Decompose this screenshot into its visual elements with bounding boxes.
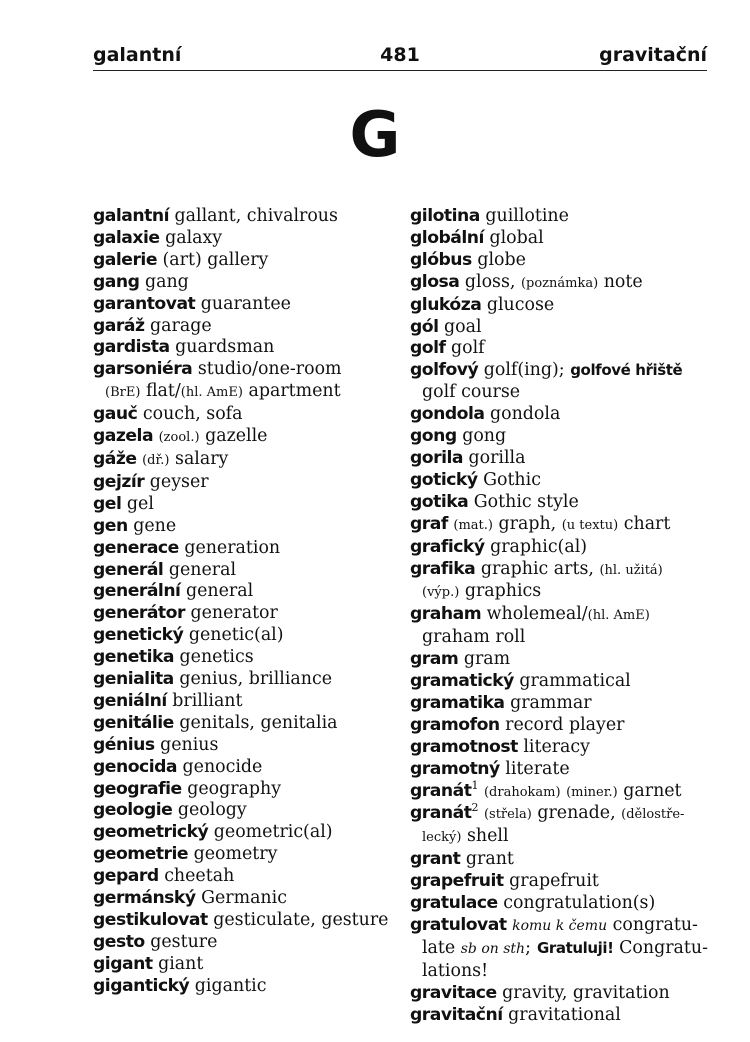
entry-continuation bbox=[93, 381, 393, 404]
dictionary-entry bbox=[410, 404, 710, 426]
translation: garnet bbox=[623, 780, 682, 801]
translation: genius bbox=[160, 734, 219, 755]
dictionary-entry bbox=[410, 206, 710, 228]
translation: grant bbox=[465, 849, 514, 870]
headword: galerie bbox=[93, 249, 157, 270]
headword: genialita bbox=[93, 669, 174, 690]
translation: giant bbox=[158, 953, 204, 974]
dictionary-entry bbox=[93, 669, 393, 691]
headword: gratulovat bbox=[410, 915, 507, 935]
headword: gazela bbox=[93, 426, 154, 447]
headword: gramatika bbox=[410, 692, 505, 713]
dictionary-entry bbox=[93, 822, 393, 844]
header-first-word: galantní bbox=[93, 44, 182, 66]
dictionary-entry bbox=[93, 538, 393, 560]
dictionary-entry bbox=[410, 426, 710, 448]
dictionary-entry bbox=[93, 228, 393, 250]
headword: geometrický bbox=[93, 822, 209, 843]
dictionary-entry bbox=[93, 735, 393, 757]
headword: galantní bbox=[93, 206, 169, 226]
headword: gáže bbox=[93, 448, 137, 469]
translation: genetic(al) bbox=[188, 625, 284, 646]
headword: granát bbox=[410, 803, 472, 824]
usage-label: (hl. AmE) bbox=[587, 608, 650, 624]
dictionary-entry bbox=[93, 910, 393, 932]
translation: geyser bbox=[149, 471, 209, 492]
dictionary-entry bbox=[93, 581, 393, 603]
headword: gang bbox=[93, 271, 140, 292]
dictionary-entry bbox=[93, 713, 393, 735]
headword: gesto bbox=[93, 931, 145, 952]
usage-label: (miner.) bbox=[566, 784, 618, 800]
translation: grapefruit bbox=[509, 871, 599, 892]
dictionary-entry bbox=[93, 954, 393, 976]
headword: gravitační bbox=[410, 1004, 503, 1025]
headword: glóbus bbox=[410, 249, 472, 270]
headword: galaxie bbox=[93, 227, 160, 248]
sub-headword: golfové hřiště bbox=[570, 361, 683, 380]
translation: graphics bbox=[464, 581, 542, 602]
translation: gorilla bbox=[468, 447, 526, 468]
translation: global bbox=[489, 227, 544, 248]
translation: brilliant bbox=[172, 690, 243, 711]
headword: genocida bbox=[93, 756, 177, 777]
translation: gel bbox=[126, 493, 154, 514]
dictionary-entry bbox=[93, 888, 393, 910]
dictionary-entry bbox=[93, 206, 393, 228]
headword: gram bbox=[410, 649, 459, 670]
usage-label: (mat.) bbox=[453, 517, 493, 533]
headword: generátor bbox=[93, 603, 185, 624]
dictionary-entry bbox=[93, 294, 393, 316]
headword: grafika bbox=[410, 558, 476, 579]
entry-continuation bbox=[410, 627, 710, 649]
translation: genius, brilliance bbox=[179, 669, 332, 690]
translation: congratulation(s) bbox=[503, 893, 656, 914]
page-number: 481 bbox=[380, 44, 420, 66]
headword: graf bbox=[410, 513, 448, 534]
headword: geometrie bbox=[93, 844, 189, 865]
translation: generator bbox=[190, 603, 278, 624]
translation: couch, sofa bbox=[142, 404, 243, 425]
usage-label: (výp.) bbox=[422, 585, 460, 601]
dictionary-entry bbox=[410, 228, 710, 250]
header-last-word: gravitační bbox=[599, 44, 707, 66]
translation: lations! bbox=[422, 960, 489, 981]
dictionary-entry bbox=[410, 360, 710, 382]
headword: generál bbox=[93, 559, 164, 580]
translation: guillotine bbox=[485, 206, 569, 226]
dictionary-entry bbox=[93, 337, 393, 359]
translation: apartment bbox=[248, 381, 341, 402]
dictionary-entry bbox=[93, 800, 393, 822]
dictionary-entry bbox=[410, 671, 710, 693]
translation: gram bbox=[463, 649, 511, 670]
translation: flat/ bbox=[145, 381, 181, 402]
headword: gondola bbox=[410, 404, 485, 425]
headword: genetický bbox=[93, 625, 184, 646]
dictionary-entry bbox=[93, 472, 393, 494]
headword: gramotný bbox=[410, 758, 500, 779]
translation: general bbox=[168, 559, 237, 580]
headword: gramotnost bbox=[410, 736, 518, 757]
usage-label: lecký) bbox=[422, 830, 462, 846]
dictionary-entry bbox=[93, 625, 393, 647]
translation: galaxy bbox=[165, 227, 223, 248]
translation: chart bbox=[623, 513, 671, 534]
translation: gang bbox=[144, 271, 189, 292]
dictionary-entry bbox=[93, 494, 393, 516]
left-column bbox=[93, 206, 393, 998]
translation: golf(ing); bbox=[483, 360, 565, 381]
translation: salary bbox=[175, 448, 229, 469]
headword: gong bbox=[410, 426, 457, 447]
usage-label: (poznámka) bbox=[520, 275, 599, 291]
headword: generace bbox=[93, 537, 179, 558]
translation: gallant, chivalrous bbox=[174, 206, 338, 226]
translation: (art) gallery bbox=[162, 249, 269, 270]
translation: genetics bbox=[179, 647, 254, 668]
headword: garsoniéra bbox=[93, 359, 193, 380]
headword: gotika bbox=[410, 491, 469, 512]
headword: gel bbox=[93, 493, 122, 514]
headword: granát bbox=[410, 780, 472, 801]
dictionary-entry bbox=[410, 514, 710, 537]
translation: gravitational bbox=[508, 1004, 621, 1025]
dictionary-entry bbox=[410, 448, 710, 470]
headword: gauč bbox=[93, 404, 138, 425]
translation: Gothic bbox=[483, 469, 541, 490]
usage-label: (hl. užitá) bbox=[599, 562, 663, 578]
translation: Gothic style bbox=[473, 491, 579, 512]
translation: guarantee bbox=[200, 293, 291, 314]
usage-label: (střela) bbox=[483, 807, 532, 823]
translation: gazelle bbox=[205, 426, 268, 447]
dictionary-entry bbox=[410, 272, 710, 295]
translation: grammar bbox=[510, 692, 592, 713]
dictionary-entry bbox=[410, 871, 710, 893]
dictionary-entry bbox=[410, 559, 710, 582]
translation: literate bbox=[505, 758, 570, 779]
translation: late bbox=[422, 937, 456, 958]
dictionary-entry bbox=[93, 647, 393, 669]
section-letter: G bbox=[349, 98, 401, 171]
headword: golf bbox=[410, 338, 446, 359]
dictionary-entry bbox=[410, 250, 710, 272]
dictionary-entry bbox=[410, 317, 710, 339]
translation: Congratu- bbox=[619, 937, 708, 958]
dictionary-entry bbox=[410, 803, 710, 826]
headword: glosa bbox=[410, 271, 460, 292]
dictionary-entry bbox=[410, 649, 710, 671]
translation: graphic arts, bbox=[480, 558, 594, 579]
translation: gesticulate, gesture bbox=[213, 910, 389, 930]
homonym-number: 1 bbox=[471, 778, 479, 792]
headword: generální bbox=[93, 581, 181, 602]
dictionary-entry bbox=[410, 983, 710, 1005]
usage-label: (zool.) bbox=[158, 430, 200, 446]
translation: garage bbox=[150, 315, 212, 336]
headword: golfový bbox=[410, 360, 479, 381]
headword: gardista bbox=[93, 337, 170, 358]
separator: ; bbox=[525, 937, 531, 958]
headword: grapefruit bbox=[410, 871, 504, 892]
dictionary-entry bbox=[410, 693, 710, 715]
headword: gorila bbox=[410, 447, 463, 468]
translation: graphic(al) bbox=[490, 536, 588, 557]
dictionary-entry bbox=[410, 492, 710, 514]
headword: geologie bbox=[93, 800, 173, 821]
dictionary-entry bbox=[93, 426, 393, 449]
homonym-number: 2 bbox=[471, 801, 479, 815]
translation: gene bbox=[133, 515, 177, 536]
headword: geografie bbox=[93, 778, 182, 799]
translation: golf course bbox=[422, 382, 521, 403]
headword: gramatický bbox=[410, 671, 514, 692]
translation: geometric(al) bbox=[213, 822, 333, 843]
headword: génius bbox=[93, 734, 155, 755]
dictionary-entry bbox=[93, 316, 393, 338]
usage-label: (BrE) bbox=[105, 385, 141, 401]
valency-note: komu k čemu bbox=[512, 918, 608, 934]
usage-label: (u textu) bbox=[561, 517, 619, 533]
headword: germánský bbox=[93, 888, 196, 909]
translation: general bbox=[185, 581, 254, 602]
dictionary-entry bbox=[93, 691, 393, 713]
dictionary-entry bbox=[93, 976, 393, 998]
sub-headword: Gratuluji! bbox=[536, 938, 614, 957]
headword: grant bbox=[410, 849, 461, 870]
dictionary-entry bbox=[410, 759, 710, 781]
translation: geometry bbox=[193, 844, 278, 865]
translation: literacy bbox=[523, 736, 590, 757]
dictionary-entry bbox=[410, 295, 710, 317]
entry-continuation bbox=[410, 961, 710, 983]
dictionary-entry bbox=[410, 604, 710, 627]
dictionary-entry bbox=[93, 844, 393, 866]
valency-note: sb on sth bbox=[460, 940, 526, 957]
headword: graham bbox=[410, 604, 482, 625]
translation: gravity, gravitation bbox=[502, 982, 670, 1003]
translation: wholemeal/ bbox=[486, 604, 588, 625]
entry-continuation bbox=[410, 382, 710, 404]
dictionary-entry bbox=[93, 516, 393, 538]
headword: garantovat bbox=[93, 293, 196, 314]
dictionary-entry bbox=[93, 866, 393, 888]
running-header bbox=[93, 44, 707, 71]
translation: glucose bbox=[486, 294, 555, 315]
translation: record player bbox=[505, 714, 625, 735]
headword: glukóza bbox=[410, 294, 482, 315]
translation: golf bbox=[451, 338, 485, 359]
translation: geography bbox=[187, 778, 282, 799]
headword: genitálie bbox=[93, 712, 174, 733]
dictionary-entry bbox=[410, 737, 710, 759]
dictionary-entry bbox=[93, 250, 393, 272]
headword: gigant bbox=[93, 953, 153, 974]
dictionary-entry bbox=[93, 757, 393, 779]
dictionary-entry bbox=[410, 915, 710, 938]
translation: genitals, genitalia bbox=[179, 712, 338, 733]
dictionary-entry bbox=[410, 470, 710, 492]
translation: graham roll bbox=[422, 627, 526, 648]
translation: gloss, bbox=[464, 271, 516, 292]
translation: gondola bbox=[489, 404, 561, 425]
headword: gepard bbox=[93, 866, 159, 887]
translation: generation bbox=[184, 537, 281, 558]
headword: gilotina bbox=[410, 206, 480, 226]
entry-continuation bbox=[410, 938, 710, 961]
headword: gejzír bbox=[93, 471, 145, 492]
usage-label: (dř.) bbox=[142, 452, 170, 468]
translation: globe bbox=[477, 249, 526, 270]
dictionary-entry bbox=[410, 893, 710, 915]
entry-continuation bbox=[410, 581, 710, 604]
translation: grammatical bbox=[519, 671, 631, 692]
headword: geniální bbox=[93, 690, 167, 711]
dictionary-entry bbox=[410, 1005, 710, 1027]
translation: gigantic bbox=[194, 975, 267, 996]
dictionary-entry bbox=[93, 449, 393, 472]
translation: shell bbox=[466, 826, 509, 847]
headword: gen bbox=[93, 515, 128, 536]
headword: gotický bbox=[410, 469, 478, 490]
dictionary-entry bbox=[410, 338, 710, 360]
headword: gratulace bbox=[410, 893, 498, 914]
headword: gramofon bbox=[410, 714, 500, 735]
translation: gong bbox=[462, 426, 507, 447]
translation: grenade, bbox=[537, 803, 616, 824]
translation: studio/one-room bbox=[197, 359, 342, 380]
dictionary-entry bbox=[410, 778, 710, 804]
translation: geology bbox=[177, 800, 247, 821]
dictionary-entry bbox=[93, 404, 393, 426]
dictionary-entry bbox=[410, 849, 710, 871]
translation: Germanic bbox=[201, 888, 287, 909]
translation: cheetah bbox=[164, 866, 235, 887]
translation: guardsman bbox=[175, 337, 275, 358]
usage-label: (drahokam) bbox=[483, 784, 561, 800]
dictionary-entry bbox=[93, 603, 393, 625]
dictionary-entry bbox=[410, 537, 710, 559]
translation: gesture bbox=[150, 931, 218, 952]
entry-continuation bbox=[410, 826, 710, 849]
usage-label: (hl. AmE) bbox=[180, 385, 243, 401]
headword: gól bbox=[410, 316, 439, 337]
headword: garáž bbox=[93, 315, 145, 336]
headword: genetika bbox=[93, 647, 174, 668]
translation: note bbox=[603, 271, 643, 292]
translation: congratu- bbox=[612, 915, 698, 935]
dictionary-entry bbox=[93, 359, 393, 381]
right-column bbox=[410, 206, 710, 1027]
dictionary-entry bbox=[410, 715, 710, 737]
dictionary-entry bbox=[93, 560, 393, 582]
dictionary-entry bbox=[93, 932, 393, 954]
dictionary-entry bbox=[93, 779, 393, 801]
headword: globální bbox=[410, 227, 484, 248]
translation: goal bbox=[444, 316, 482, 337]
headword: gigantický bbox=[93, 975, 190, 996]
headword: grafický bbox=[410, 536, 485, 557]
headword: gestikulovat bbox=[93, 910, 208, 930]
headword: gravitace bbox=[410, 982, 497, 1003]
translation: genocide bbox=[182, 756, 263, 777]
usage-label: (dělostře- bbox=[621, 807, 685, 823]
translation: graph, bbox=[498, 513, 557, 534]
dictionary-entry bbox=[93, 272, 393, 294]
